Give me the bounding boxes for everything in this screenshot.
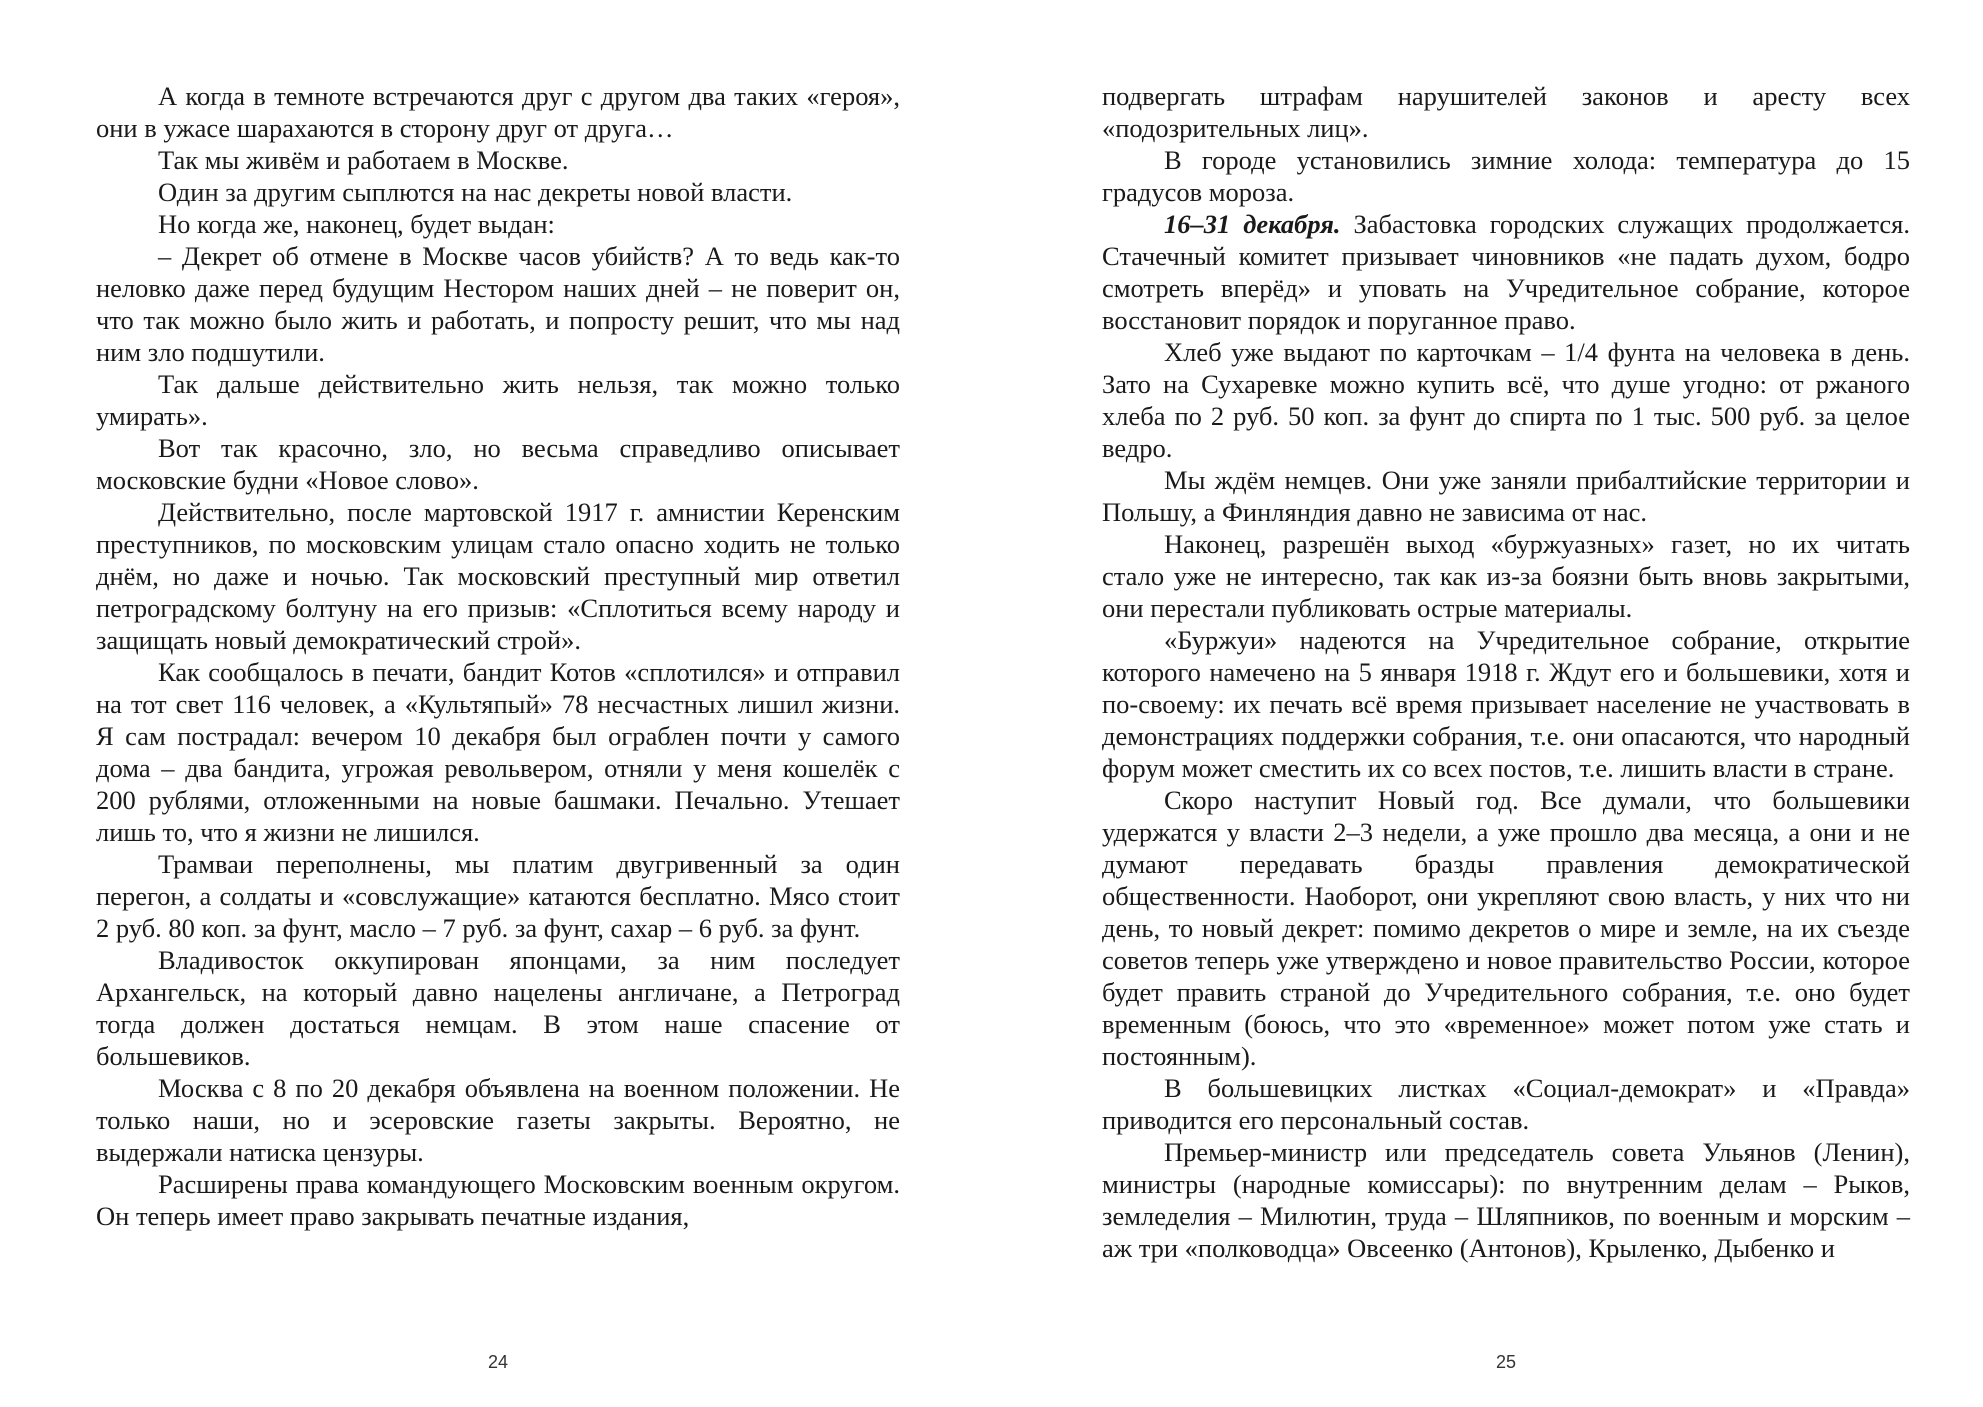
- paragraph: [96, 368, 900, 432]
- page-number-left: 24: [487, 1352, 509, 1372]
- paragraph-text: Трамваи переполнены, мы платим двугривенный за один перегон, а солдаты и «совслужащие» катаются бесплатно. Мясо стоит 2 руб. 80 коп. за фунт, масло – 7 руб. за фунт, сахар – 6 руб. за фунт.: [96, 849, 900, 943]
- paragraph: [96, 144, 900, 176]
- paragraph-text: Хлеб уже выдают по карточкам – 1/4 фунта на человека в день. Зато на Сухаревке можно купить всё, что душе угодно: от ржаного хлеба по 2 руб. 50 коп. за фунт до спирта по 1 тыс. 500 руб. за целое ведро.: [1102, 337, 1910, 463]
- paragraph: [96, 208, 900, 240]
- paragraph-text: Но когда же, наконец, будет выдан:: [158, 209, 555, 239]
- date-heading: 16–31 декабря.: [1164, 209, 1341, 239]
- paragraph: [96, 496, 900, 656]
- paragraph: [1102, 80, 1910, 144]
- paragraph: [1102, 528, 1910, 624]
- paragraph: [96, 848, 900, 944]
- paragraph: [1102, 1136, 1910, 1264]
- paragraph-text: Скоро наступит Новый год. Все думали, что большевики удержатся у власти 2–3 недели, а уже прошло два месяца, а они и не думают передавать бразды правления демократической общественности. Наоборот, они укрепляют свою власть, у них что ни день, то новый декрет: помимо декретов о мире и земле, на их съезде советов теперь уже утверждено и новое правительство России, которое будет править страной до Учредительного собрания, т.е. оно будет временным (боюсь, что это «временное» может потом уже стать и постоянным).: [1102, 785, 1910, 1071]
- paragraph-text: Москва с 8 по 20 декабря объявлена на военном положении. Не только наши, но и эсеровские газеты закрыты. Вероятно, не выдержали натиска цензуры.: [96, 1073, 900, 1167]
- paragraph: [96, 656, 900, 848]
- paragraph: [1102, 1072, 1910, 1136]
- right-page: [990, 0, 1983, 1407]
- paragraph: [96, 1168, 900, 1232]
- left-page-text: [96, 80, 900, 1232]
- paragraph-text: А когда в темноте встречаются друг с другом два таких «героя», они в ужасе шарахаются в сторону друг от друга…: [96, 81, 900, 143]
- paragraph-text: Так мы живём и работаем в Москве.: [158, 145, 569, 175]
- page-number-right: 25: [1495, 1352, 1517, 1372]
- paragraph: [1102, 624, 1910, 784]
- paragraph: [96, 176, 900, 208]
- paragraph: [1102, 144, 1910, 208]
- paragraph: [1102, 464, 1910, 528]
- paragraph-text: Премьер-министр или председатель совета Ульянов (Ленин), министры (народные комиссары): по внутренним делам – Рыков, земледелия – Милютин, труда – Шляпников, по военным и морским – аж три «полководца» Овсеенко (Антонов), Крыленко, Дыбенко и: [1102, 1137, 1910, 1263]
- paragraph-text: В городе установились зимние холода: температура до 15 градусов мороза.: [1102, 145, 1910, 207]
- paragraph-text: Действительно, после мартовской 1917 г. амнистии Керенским преступников, по московским улицам стало опасно ходить не только днём, но даже и ночью. Так московский преступный мир ответил петроградскому болтуну на его призыв: «Сплотиться всему народу и защищать новый демократический строй».: [96, 497, 900, 655]
- paragraph: [1102, 784, 1910, 1072]
- paragraph-text: Так дальше действительно жить нельзя, так можно только умирать».: [96, 369, 900, 431]
- paragraph-text: Забастовка городских служащих продолжается. Стачечный комитет призывает чиновников «не падать духом, бодро смотреть вперёд» и уповать на Учредительное собрание, которое восстановит порядок и поруганное право.: [1102, 209, 1910, 335]
- left-page: [0, 0, 990, 1407]
- paragraph: [96, 1072, 900, 1168]
- paragraph-text: Один за другим сыплются на нас декреты новой власти.: [158, 177, 793, 207]
- paragraph: [96, 944, 900, 1072]
- paragraph-text: Владивосток оккупирован японцами, за ним последует Архангельск, на который давно нацелены англичане, а Петроград тогда должен достаться немцам. В этом наше спасение от большевиков.: [96, 945, 900, 1071]
- paragraph-text: «Буржуи» надеются на Учредительное собрание, открытие которого намечено на 5 января 1918 г. Ждут его и большевики, хотя и по-своему: их печать всё время призывает население не участвовать в демонстрациях поддержки собрания, т.е. они опасаются, что народный форум может сместить их со всех постов, т.е. лишить власти в стране.: [1102, 625, 1910, 783]
- paragraph: [1102, 336, 1910, 464]
- paragraph-text: В большевицких листках «Социал-демократ» и «Правда» приводится его персональный состав.: [1102, 1073, 1910, 1135]
- paragraph: [96, 432, 900, 496]
- paragraph-text: Вот так красочно, зло, но весьма справедливо описывает московские будни «Новое слово».: [96, 433, 900, 495]
- paragraph: [1102, 208, 1910, 336]
- paragraph-text: Как сообщалось в печати, бандит Котов «сплотился» и отправил на тот свет 116 человек, а «Культяпый» 78 несчастных лишил жизни. Я сам пострадал: вечером 10 декабря был ограблен почти у самого дома – два бандита, угрожая револьвером, отняли у меня кошелёк с 200 рублями, отложенными на новые башмаки. Печально. Утешает лишь то, что я жизни не лишился.: [96, 657, 900, 847]
- paragraph: [96, 240, 900, 368]
- paragraph: [96, 80, 900, 144]
- paragraph-text: Расширены права командующего Московским военным округом. Он теперь имеет право закрывать печатные издания,: [96, 1169, 900, 1231]
- paragraph-text: Наконец, разрешён выход «буржуазных» газет, но их читать стало уже не интересно, так как из-за боязни быть вновь закрытыми, они перестали публиковать острые материалы.: [1102, 529, 1910, 623]
- paragraph-text: Мы ждём немцев. Они уже заняли прибалтийские территории и Польшу, а Финляндия давно не зависима от нас.: [1102, 465, 1910, 527]
- paragraph-text: подвергать штрафам нарушителей законов и аресту всех «подозрительных лиц».: [1102, 81, 1910, 143]
- right-page-text: [1102, 80, 1910, 1264]
- paragraph-text: – Декрет об отмене в Москве часов убийств? А то ведь как-то неловко даже перед будущим Нестором наших дней – не поверит он, что так можно было жить и работать, и попросту решит, что мы над ним зло подшутили.: [96, 241, 900, 367]
